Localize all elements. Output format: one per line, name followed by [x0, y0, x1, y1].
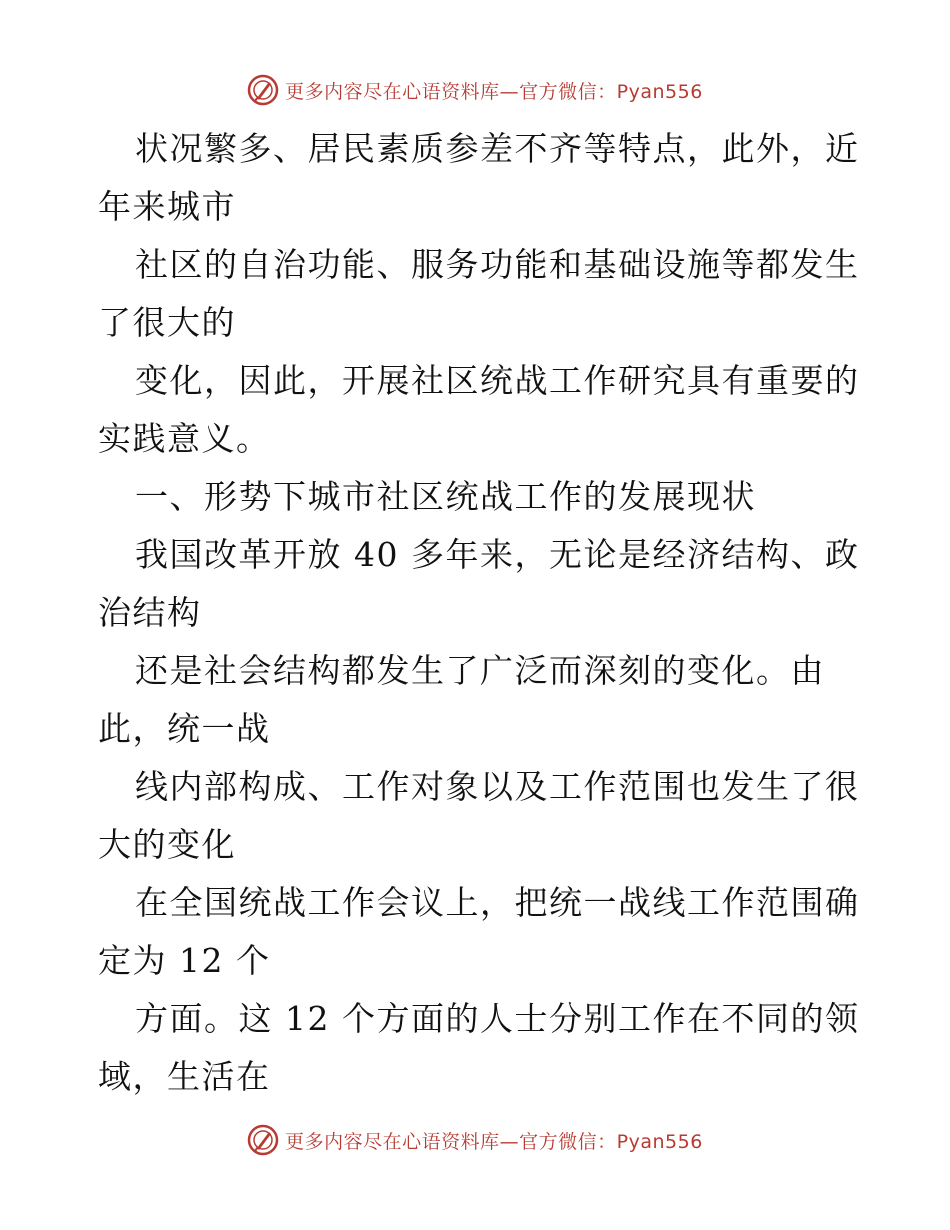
footer-banner-text: 更多内容尽在心语资料库—官方微信：Pyan556 — [285, 1130, 703, 1153]
text-line: 了很大的 — [98, 303, 236, 342]
text-line: 大的变化 — [98, 825, 236, 864]
text-line: 我国改革开放 40 多年来，无论是经济结构、政 — [135, 535, 860, 574]
text-line: 社区的自治功能、服务功能和基础设施等都发生 — [135, 245, 860, 284]
quill-seal-icon — [247, 74, 279, 106]
section-heading: 一、形势下城市社区统战工作的发展现状 — [135, 477, 756, 516]
text-line: 年来城市 — [98, 187, 236, 226]
text-line: 域，生活在 — [98, 1057, 271, 1096]
document-body — [98, 120, 858, 1106]
text-line: 实践意义。 — [98, 419, 271, 458]
quill-seal-icon — [247, 1124, 279, 1156]
text-line: 定为 12 个 — [98, 941, 271, 980]
text-line: 此，统一战 — [98, 709, 271, 748]
text-line: 还是社会结构都发生了广泛而深刻的变化。由 — [135, 651, 825, 690]
text-line: 在全国统战工作会议上，把统一战线工作范围确 — [135, 883, 860, 922]
text-line: 方面。这 12 个方面的人士分别工作在不同的领 — [135, 999, 860, 1038]
text-line: 状况繁多、居民素质参差不齐等特点，此外，近 — [135, 129, 860, 168]
header-banner — [0, 70, 950, 110]
text-line: 治结构 — [98, 593, 202, 632]
header-banner-text: 更多内容尽在心语资料库—官方微信：Pyan556 — [285, 80, 703, 103]
text-line: 线内部构成、工作对象以及工作范围也发生了很 — [135, 767, 860, 806]
footer-banner — [0, 1120, 950, 1160]
text-line: 变化，因此，开展社区统战工作研究具有重要的 — [135, 361, 860, 400]
